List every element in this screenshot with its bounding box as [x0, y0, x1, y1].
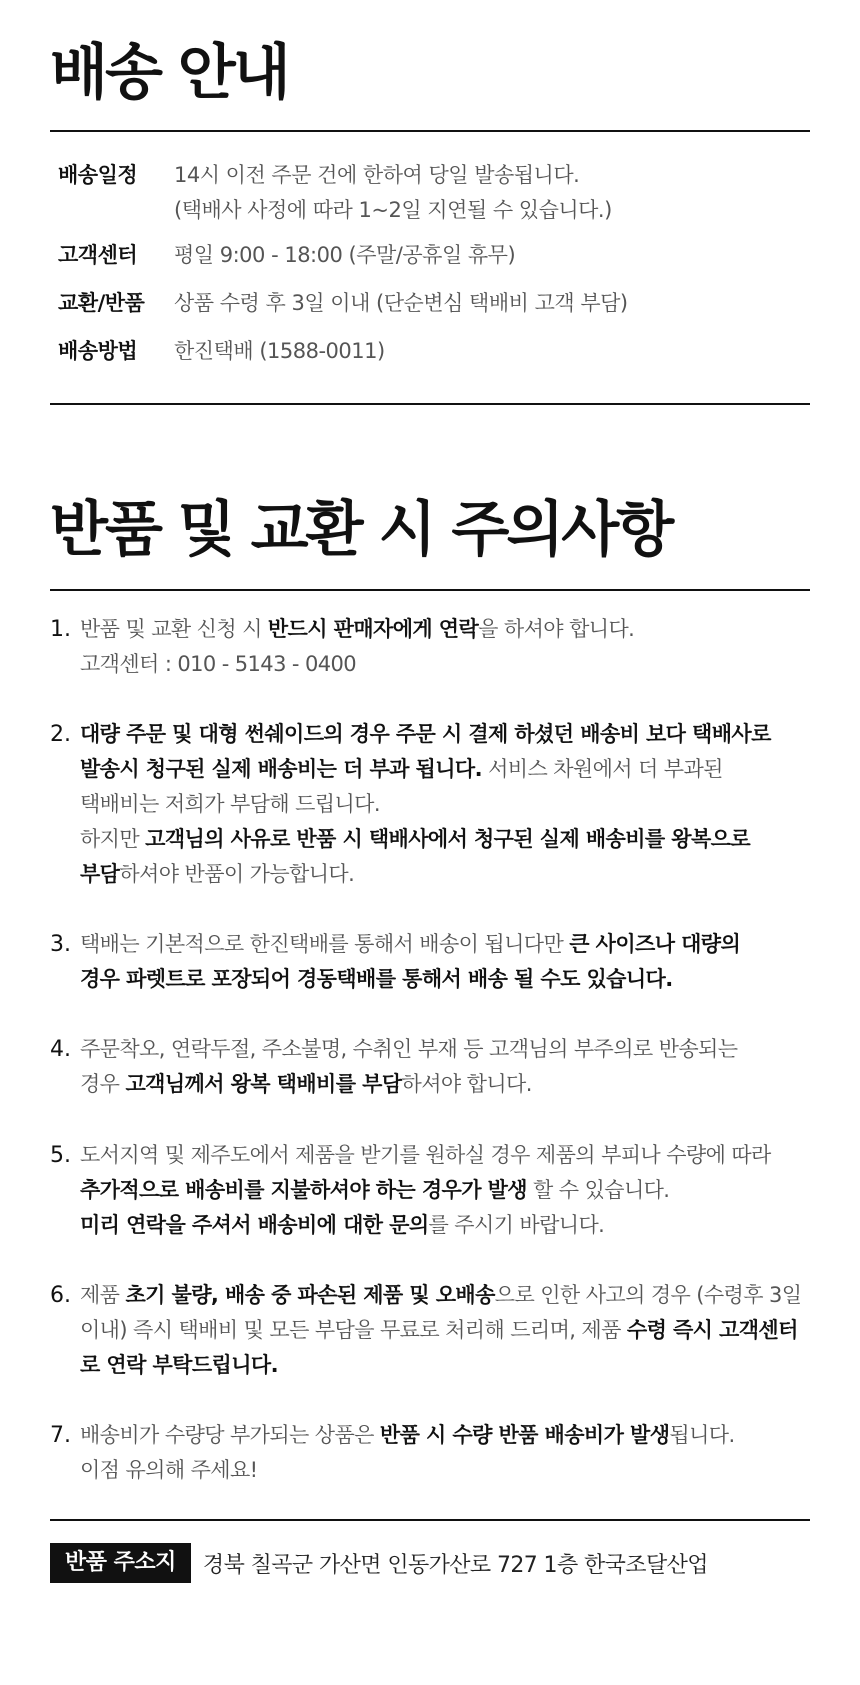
notice-item [50, 927, 840, 997]
notice-text: 경우 [80, 1072, 126, 1096]
notice-line [80, 1208, 840, 1243]
notice-text: 고객센터 : 010 - 5143 - 0400 [80, 652, 356, 676]
info-row-exchange-return [58, 286, 798, 321]
notice-text: 서비스 차원에서 더 부과된 [482, 757, 723, 781]
notice-emphasis-text: 반드시 판매자에게 연락 [267, 617, 479, 641]
notice-line [80, 717, 840, 752]
info-label: 배송방법 [58, 339, 138, 363]
info-value-line: 14시 이전 주문 건에 한하여 당일 발송됩니다. [174, 163, 580, 187]
info-label: 고객센터 [58, 243, 138, 267]
info-value-line: 한진택배 (1588-0011) [174, 339, 385, 363]
notice-text: 주문착오, 연락두절, 주소불명, 수취인 부재 등 고객님의 부주의로 반송되는 [80, 1037, 738, 1061]
notice-number: 3. [50, 932, 71, 957]
return-address-text: 경북 칠곡군 가산면 인동가산로 727 1층 한국조달산업 [202, 1552, 708, 1578]
notice-emphasis-text: 경우 파렛트로 포장되어 경동택배를 통해서 배송 될 수도 있습니다. [80, 967, 673, 991]
notice-body [80, 1032, 840, 1102]
notice-line [80, 822, 840, 857]
notice-line [80, 1278, 840, 1313]
notice-title: 반품 및 교환 시 주의사항 [50, 495, 672, 565]
notice-emphasis-text: 발송시 청구된 실제 배송비는 더 부과 됩니다. [80, 757, 482, 781]
notice-line [80, 1418, 840, 1453]
notice-number: 7. [50, 1423, 71, 1448]
notice-body [80, 1278, 840, 1383]
notice-text: 하셔야 합니다. [401, 1072, 532, 1096]
notice-text: 할 수 있습니다. [526, 1178, 670, 1202]
notice-emphasis-text: 대량 주문 및 대형 썬쉐이드의 경우 주문 시 결제 하셨던 배송비 보다 택배사로 [80, 722, 771, 746]
notice-text: 를 주시기 바랍니다. [428, 1213, 605, 1237]
return-address-badge: 반품 주소지 [50, 1543, 191, 1583]
notice-item [50, 1138, 840, 1243]
notice-item [50, 717, 840, 892]
notice-line [80, 1348, 840, 1383]
notice-body [80, 1418, 840, 1488]
notice-line [80, 962, 840, 997]
notice-emphasis-text: 큰 사이즈나 대량의 [569, 932, 741, 956]
notice-text: 됩니다. [669, 1423, 735, 1447]
notice-line [80, 752, 840, 787]
notice-item [50, 1278, 840, 1383]
notice-number: 1. [50, 617, 71, 642]
notice-text: 도서지역 및 제주도에서 제품을 받기를 원하실 경우 제품의 부피나 수량에 따라 [80, 1143, 771, 1167]
notice-text: 택배는 기본적으로 한진택배를 통해서 배송이 됩니다만 [80, 932, 570, 956]
notice-number: 4. [50, 1037, 71, 1062]
shipping-top-divider [50, 130, 810, 132]
notice-item [50, 612, 840, 682]
notice-text: 으로 인한 사고의 경우 (수령후 3일 [494, 1283, 802, 1307]
notice-line [80, 857, 840, 892]
notice-text: 하셔야 반품이 가능합니다. [119, 862, 355, 886]
notice-bottom-divider [50, 1519, 810, 1521]
notice-emphasis-text: 미리 연락을 주셔서 배송비에 대한 문의 [80, 1213, 429, 1237]
return-address [50, 1543, 708, 1583]
info-value [174, 334, 798, 369]
notice-line [80, 612, 840, 647]
notice-text: 이점 유의해 주세요! [80, 1458, 258, 1482]
notice-text: 배송비가 수량당 부가되는 상품은 [80, 1423, 380, 1447]
info-value-line: (택배사 사정에 따라 1~2일 지연될 수 있습니다.) [174, 198, 612, 222]
notice-emphasis-text: 부담 [80, 862, 120, 886]
notice-emphasis-text: 초기 불량, 배송 중 파손된 제품 및 오배송 [125, 1283, 495, 1307]
info-value [174, 158, 798, 228]
notice-emphasis-text: 고객님의 사유로 반품 시 택배사에서 청구된 실제 배송비를 왕복으로 [145, 827, 751, 851]
notice-line [80, 1453, 840, 1488]
notice-number: 5. [50, 1143, 71, 1168]
info-label: 배송일정 [58, 163, 138, 187]
notice-text: 을 하셔야 합니다. [478, 617, 635, 641]
info-value-line: 상품 수령 후 3일 이내 (단순변심 택배비 고객 부담) [174, 291, 628, 315]
notice-text: 하지만 [80, 827, 146, 851]
notice-emphasis-text: 반품 시 수량 반품 배송비가 발생 [379, 1423, 670, 1447]
notice-emphasis-text: 수령 즉시 고객센터 [626, 1318, 798, 1342]
info-label: 교환/반품 [58, 291, 145, 315]
info-value [174, 286, 798, 321]
shipping-bottom-divider [50, 403, 810, 405]
info-row-shipping-method [58, 334, 798, 369]
notice-text: 이내) 즉시 택배비 및 모든 부담을 무료로 처리해 드리며, 제품 [80, 1318, 627, 1342]
notice-line [80, 787, 840, 822]
notice-body [80, 1138, 840, 1243]
notice-line [80, 1067, 840, 1102]
notice-emphasis-text: 추가적으로 배송비를 지불하셔야 하는 경우가 발생 [80, 1178, 527, 1202]
notice-text: 반품 및 교환 신청 시 [80, 617, 268, 641]
notice-item [50, 1418, 840, 1488]
notice-line [80, 927, 840, 962]
notice-item [50, 1032, 840, 1102]
notice-top-divider [50, 589, 810, 591]
notice-line [80, 1173, 840, 1208]
notice-line [80, 1138, 840, 1173]
info-row-customer-center [58, 238, 798, 273]
notice-body [80, 612, 840, 682]
notice-line [80, 1313, 840, 1348]
info-value-line: 평일 9:00 - 18:00 (주말/공휴일 휴무) [174, 243, 516, 267]
notice-number: 6. [50, 1283, 71, 1308]
notice-body [80, 717, 840, 892]
info-row-schedule [58, 158, 798, 228]
notice-text: 택배비는 저희가 부담해 드립니다. [80, 792, 380, 816]
notice-text: 제품 [80, 1283, 126, 1307]
notice-line [80, 1032, 840, 1067]
info-value [174, 238, 798, 273]
notice-number: 2. [50, 722, 71, 747]
notice-emphasis-text: 로 연락 부탁드립니다. [80, 1353, 278, 1377]
shipping-title: 배송 안내 [50, 38, 288, 108]
notice-line [80, 647, 840, 682]
notice-body [80, 927, 840, 997]
notice-emphasis-text: 고객님께서 왕복 택배비를 부담 [125, 1072, 402, 1096]
